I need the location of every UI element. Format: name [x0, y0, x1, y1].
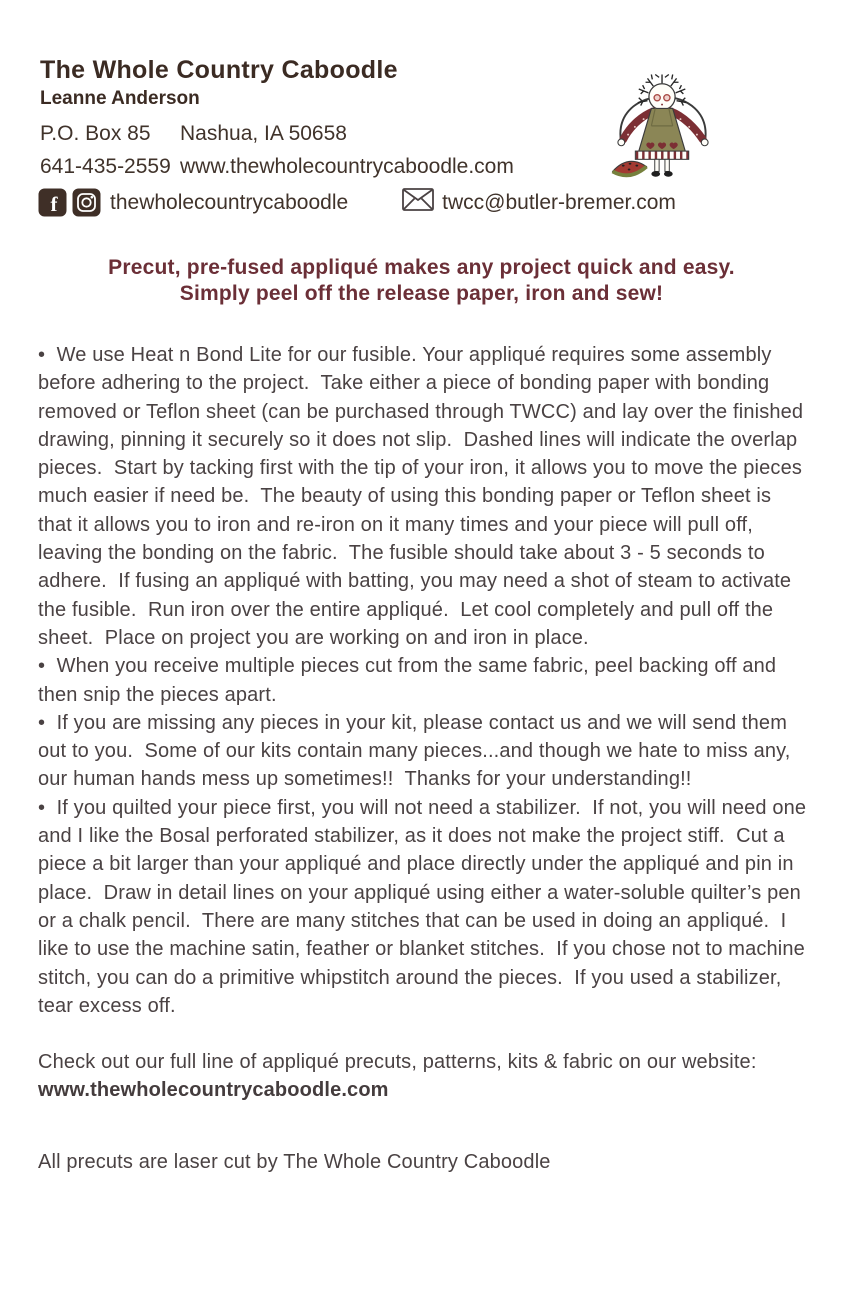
- envelope-icon: [402, 188, 434, 217]
- instructions: [38, 341, 812, 1020]
- letterhead: [38, 56, 805, 217]
- city-state-zip: Nashua, IA 50658: [180, 122, 347, 145]
- headline: [38, 255, 805, 307]
- watermelon-icon: [613, 161, 647, 176]
- website-promo: [38, 1048, 808, 1105]
- social-handle: thewholecountrycaboodle: [110, 190, 349, 214]
- social-row: [38, 188, 805, 217]
- bullet-multiple-pieces: • When you receive multiple pieces cut from the same fabric, peel backing off and then snip the pieces apart.: [38, 655, 782, 706]
- doll-head: [649, 84, 675, 110]
- email-address: twcc@butler-bremer.com: [442, 190, 676, 214]
- po-box: P.O. Box 85: [40, 122, 151, 145]
- bullet-missing-pieces: • If you are missing any pieces in your kit, please contact us and we will send them out to you. Some of our kits contain many pieces...and though we hate to miss any, our human hands mess up sometimes!! Thanks for your understanding!!: [38, 711, 797, 791]
- phone-number: 641-435-2559: [40, 155, 171, 178]
- owner-name: Leanne Anderson: [40, 88, 200, 109]
- headline-line2: Simply peel off the release paper, iron and sew!: [179, 282, 664, 305]
- hem-band: [635, 151, 688, 159]
- bullet-fusible-instructions: • We use Heat n Bond Lite for our fusible. Your appliqué requires some assembly before adhering to the project. Take either a piece of bonding paper with bonding removed or Teflon sheet (can be purchased through TWCC) and lay over the finished drawing, pinning it securely so it does not slip. Dashed lines will indicate the overlap pieces. Start by tacking first with the tip of your iron, it allows you to move the pieces much easier if need be. The beauty of using this bonding paper or Teflon sheet is that it allows you to iron and re-iron on it many times and your piece will pull off, leaving the bonding on the fabric. The fusible should take about 3 - 5 seconds to adhere. If fusing an appliqué with batting, you may need a shot of steam to activate the fusible. Run iron over the entire appliqué. Let cool completely and pull off the sheet. Place on project you are working on and iron in place.: [38, 344, 809, 649]
- website-promo-url: www.thewholecountrycaboodle.com: [38, 1079, 389, 1102]
- logo-illustration: [608, 58, 718, 186]
- website-url: www.thewholecountrycaboodle.com: [180, 155, 514, 178]
- svg-text:f: f: [50, 192, 58, 216]
- bullet-stabilizer-stitching: • If you quilted your piece first, you will not need a stabilizer. If not, you will need one and I like the Bosal perforated stabilizer, as it does not make the project stiff. Cut a piece a bit larger than your appliqué and place directly under the appliqué and pin in place. Draw in detail lines on your appliqué using either a water-soluble quilter’s pen or a chalk pencil. There are many stitches that can be used in doing an appliqué. I like to use the machine satin, feather or blanket stitches. If you chose not to machine stitch, you can do a primitive whipstitch around the pieces. If you used a stabilizer, tear excess off.: [38, 796, 812, 1017]
- headline-line1: Precut, pre-fused appliqué makes any project quick and easy.: [108, 256, 735, 279]
- heart-trim: [646, 143, 677, 150]
- laser-cut-note: All precuts are laser cut by The Whole Country Caboodle: [38, 1150, 551, 1173]
- company-name: The Whole Country Caboodle: [40, 56, 398, 84]
- website-promo-text: Check out our full line of appliqué precuts, patterns, kits & fabric on our website:: [38, 1051, 763, 1074]
- facebook-icon: [38, 188, 67, 217]
- instagram-icon: [72, 188, 101, 217]
